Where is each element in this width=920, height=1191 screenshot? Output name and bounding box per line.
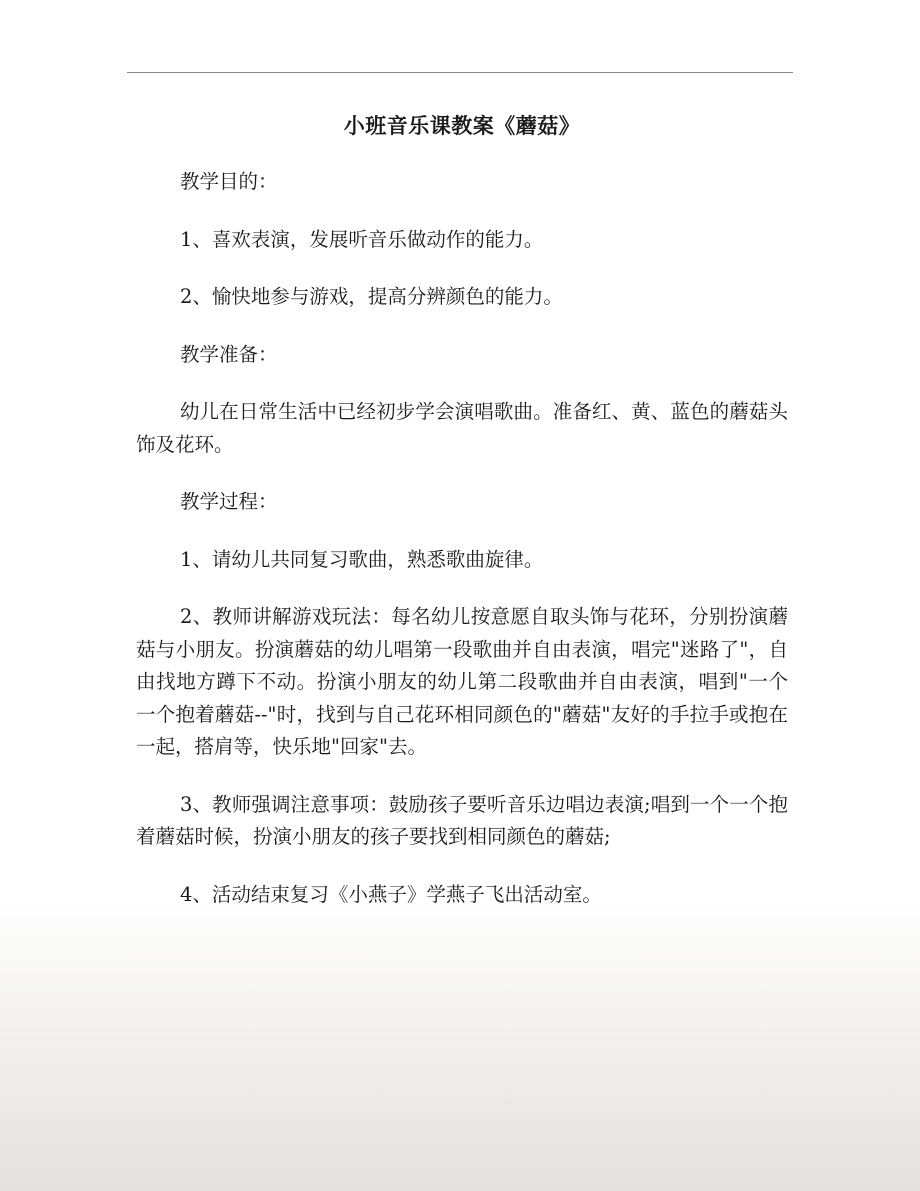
document-body xyxy=(136,108,788,936)
document-title: 小班音乐课教案《蘑菇》 xyxy=(343,113,581,138)
section-heading-objectives: 教学目的： xyxy=(180,170,278,193)
process-step-4: 4、活动结束复习《小燕子》学燕子飞出活动室。 xyxy=(180,882,602,906)
header-rule xyxy=(127,72,793,73)
objective-item-1: 1、喜欢表演，发展听音乐做动作的能力。 xyxy=(180,227,544,251)
section-heading-process: 教学过程： xyxy=(180,490,278,513)
section-heading-preparation: 教学准备： xyxy=(180,342,278,366)
process-step-3: 3、教师强调注意事项：鼓励孩子要听音乐边唱边表演;唱到一个一个抱着蘑菇时候，扮演小朋友的孩子要找到相同颜色的蘑菇; xyxy=(136,792,788,848)
process-step-1: 1、请幼儿共同复习歌曲，熟悉歌曲旋律。 xyxy=(180,547,544,571)
preparation-text: 幼儿在日常生活中已经初步学会演唱歌曲。准备红、黄、蓝色的蘑菇头饰及花环。 xyxy=(136,400,788,456)
objective-item-2: 2、愉快地参与游戏，提高分辨颜色的能力。 xyxy=(180,285,563,308)
process-step-2: 2、教师讲解游戏玩法：每名幼儿按意愿自取头饰与花环，分别扮演蘑菇与小朋友。扮演蘑菇的幼儿唱第一段歌曲并自由表演，唱完"迷路了"，自由找地方蹲下不动。扮演小朋友的幼儿第二段歌曲并自由表演，唱到"一个一个抱着蘑菇--"时，找到与自己花环相同颜色的"蘑菇"友好的手拉手或抱在一起，搭肩等，快乐地"回家"去。 xyxy=(136,605,788,758)
